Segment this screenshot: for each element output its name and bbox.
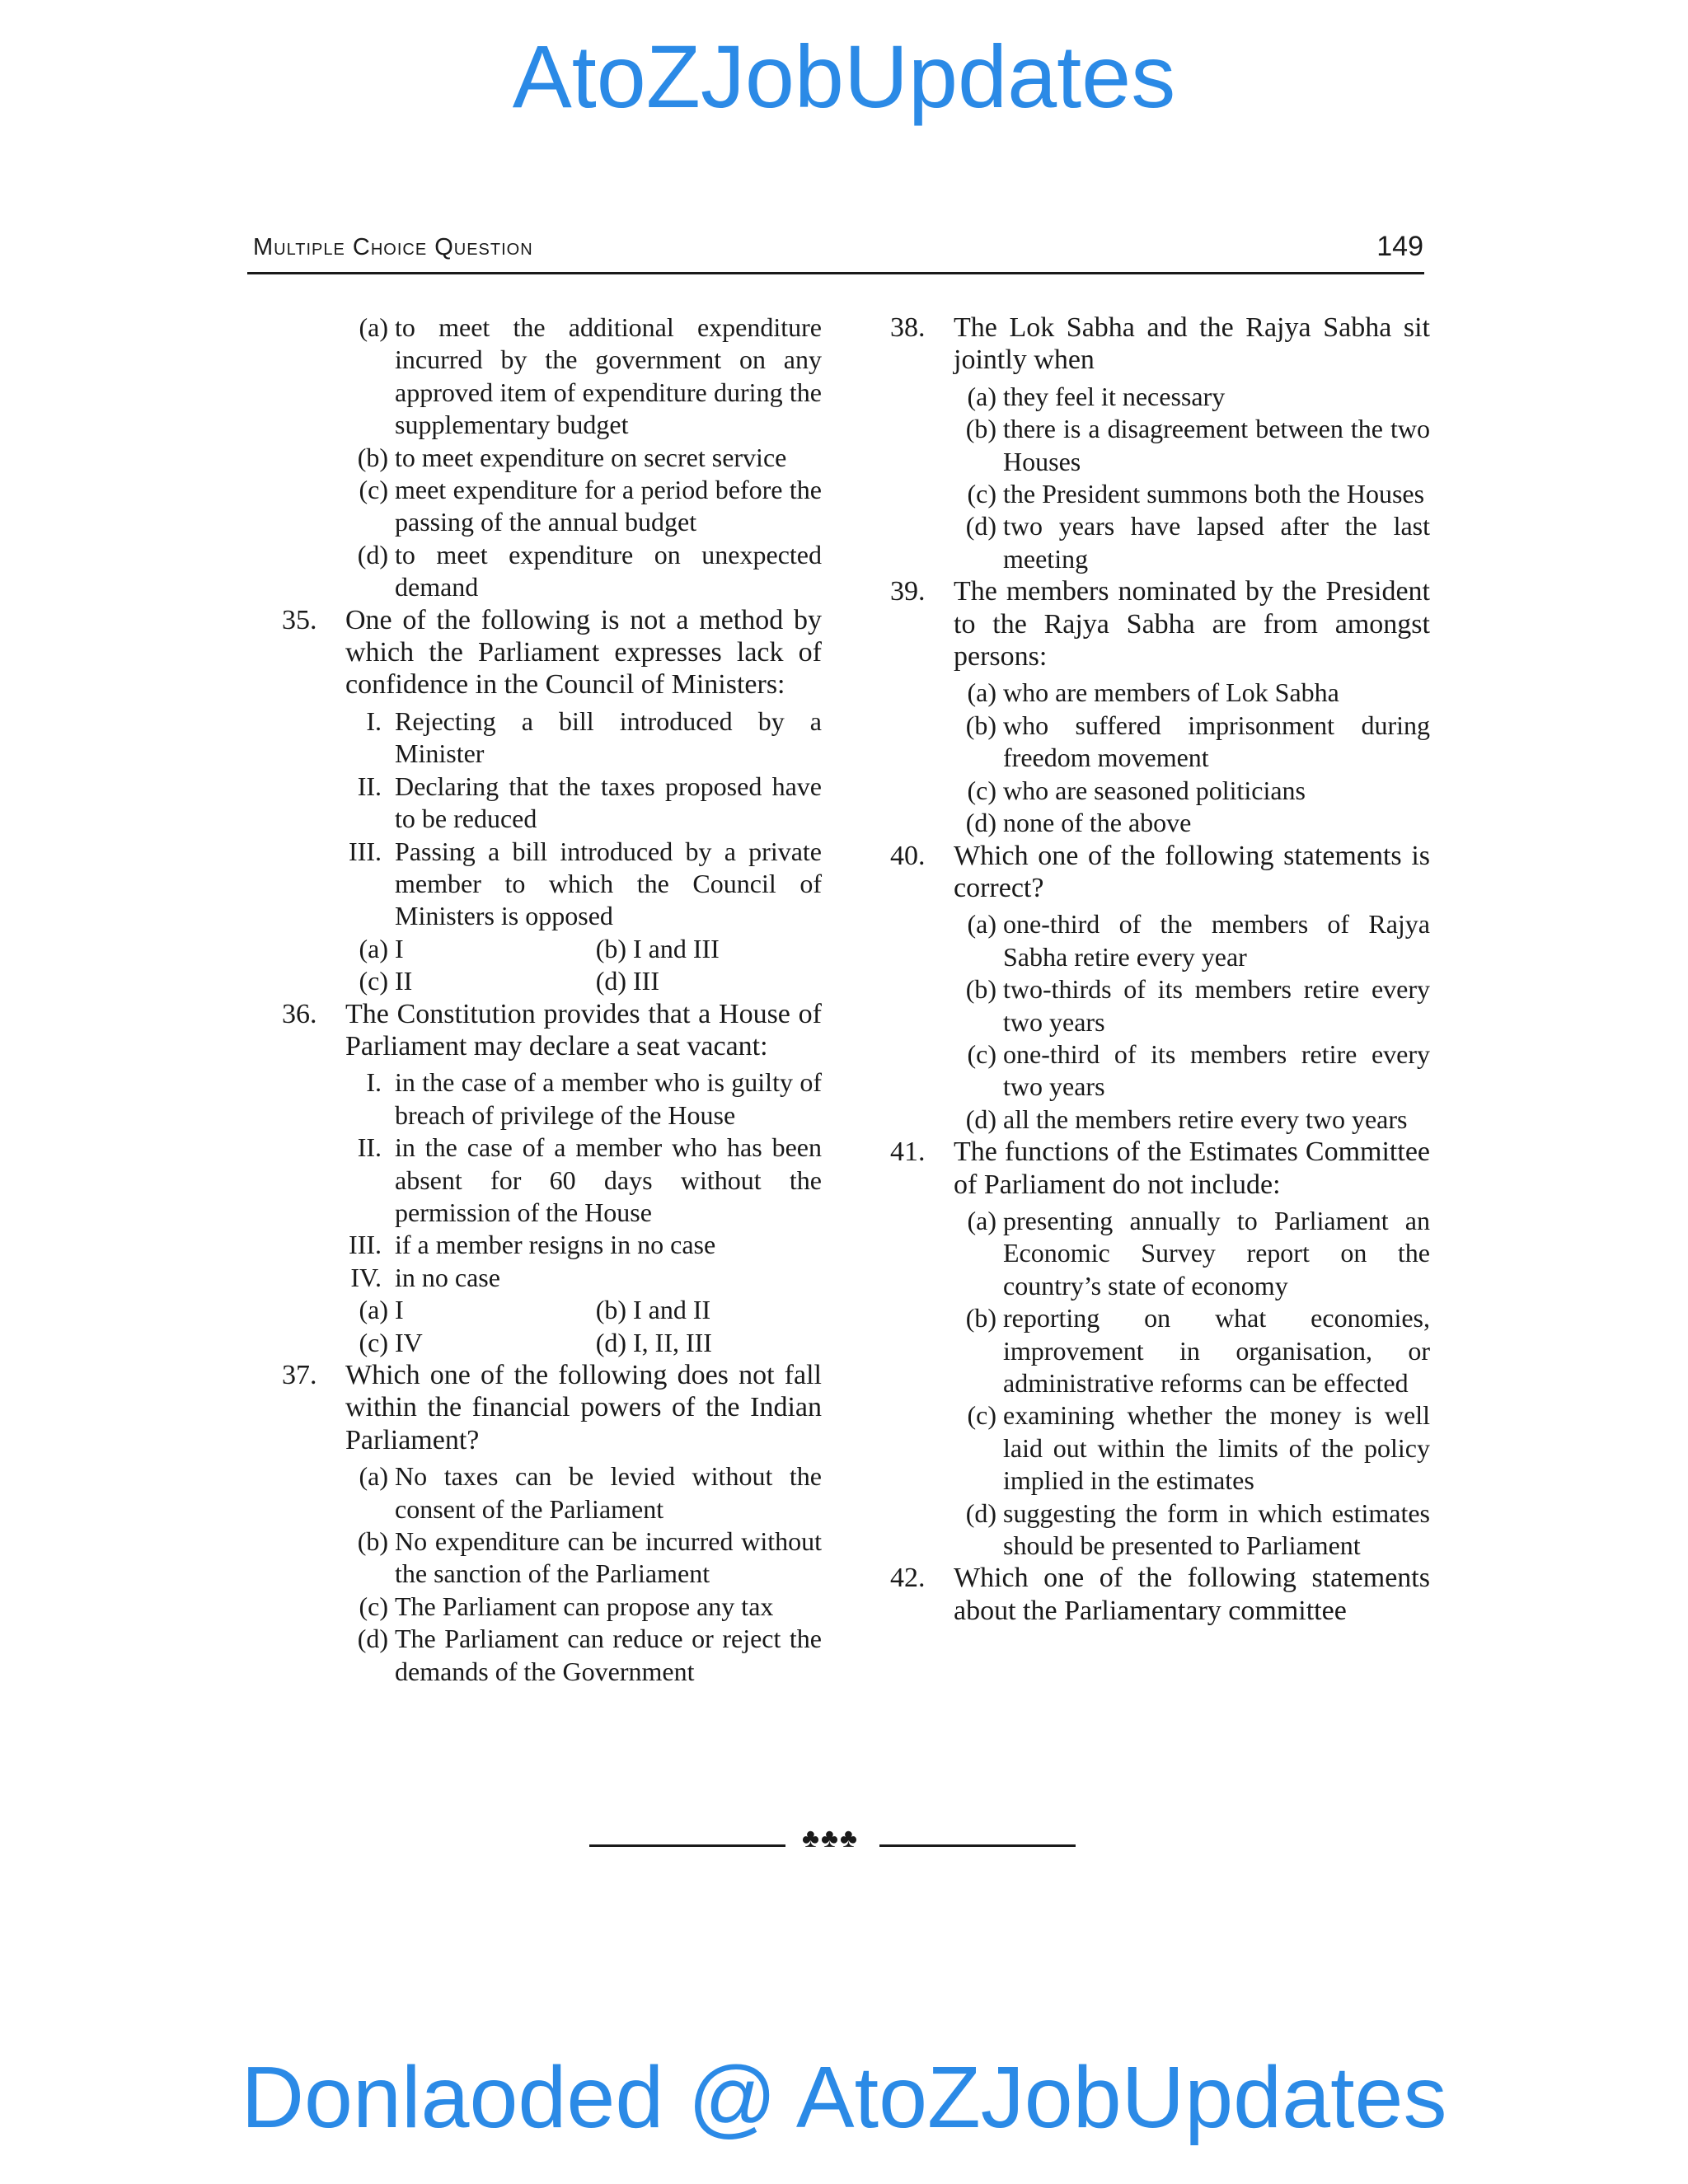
- question-41: [890, 1136, 1430, 1562]
- statement-1: I. Rejecting a bill introduced by a Minister: [366, 705, 822, 769]
- question-38: [890, 312, 1430, 575]
- option-b: (b) who suffered imprisonment during freedom movement: [965, 710, 1430, 773]
- question-number: 35.: [282, 604, 317, 635]
- option-d: (d) suggesting the form in which estimates should be presented to Parliament: [965, 1497, 1430, 1561]
- statement-3: III. if a member resigns in no case: [349, 1230, 716, 1260]
- option-b: (b) No expenditure can be incurred without the sanction of the Parliament: [357, 1526, 822, 1589]
- watermark-top: AtoZJobUpdates: [512, 26, 1176, 126]
- option-b: (b) to meet expenditure on secret service: [357, 442, 787, 472]
- question-number: 42.: [890, 1563, 926, 1594]
- option-d: (d) all the members retire every two years: [965, 1104, 1408, 1134]
- question-text: The functions of the Estimates Committee of Parliament do not include:: [954, 1137, 1430, 1200]
- page-number: 149: [1376, 231, 1423, 262]
- option-c: (c) examining whether the money is well laid out within the limits of the policy implied in the estimates: [967, 1400, 1430, 1496]
- question-text: Which one of the following statements is correct?: [954, 840, 1430, 903]
- right-column: [890, 312, 1430, 1631]
- statement-2: II. Declaring that the taxes proposed have to be reduced: [357, 771, 822, 834]
- option-c: (c) II: [359, 966, 413, 996]
- option-b: (b) I and III: [595, 933, 720, 963]
- club-ornament-icon: ♣♣♣: [802, 1823, 859, 1853]
- question-42: [890, 1562, 1430, 1627]
- running-head-title: Multiple Choice Question: [253, 234, 533, 260]
- option-d: (d) to meet expenditure on unexpected demand: [357, 539, 822, 602]
- option-a: (a) who are members of Lok Sabha: [967, 677, 1339, 708]
- left-column: [282, 312, 822, 1688]
- section-divider: [589, 1823, 1076, 1859]
- option-d: (d) The Parliament can reduce or reject the demands of the Government: [357, 1624, 822, 1686]
- question-number: 38.: [890, 312, 926, 343]
- option-b: (b) there is a disagreement between the two Houses: [965, 414, 1430, 476]
- question-number: 39.: [890, 576, 926, 607]
- question-text: Which one of the following statements about the Parliamentary committee: [954, 1563, 1430, 1626]
- statement-1: I. in the case of a member who is guilty of breach of privilege of the House: [366, 1067, 822, 1130]
- question-number: 41.: [890, 1137, 926, 1168]
- option-a: (a) I: [359, 933, 404, 963]
- statement-4: IV. in no case: [350, 1262, 500, 1292]
- option-a: (a) presenting annually to Parliament an Economic Survey report on the country’s state of economy: [967, 1205, 1430, 1301]
- question-number: 40.: [890, 840, 926, 871]
- options-row-2: [345, 1327, 822, 1359]
- option-c: (c) IV: [359, 1327, 423, 1357]
- option-a: (a) I: [359, 1295, 404, 1325]
- question-39: [890, 575, 1430, 839]
- question-36: [282, 998, 822, 1359]
- divider-line-right: [879, 1844, 1076, 1847]
- options-row-2: [345, 965, 822, 997]
- question-text: The Constitution provides that a House of Parliament may declare a seat vacant:: [345, 998, 822, 1062]
- option-a: (a) to meet the additional expenditure incurred by the government on any approved item of expenditure during the supplementary budget: [359, 312, 822, 440]
- option-b: (b) I and II: [595, 1295, 711, 1325]
- question-number: 37.: [282, 1360, 317, 1390]
- option-d: (d) III: [595, 966, 659, 996]
- option-a: (a) they feel it necessary: [967, 381, 1226, 411]
- running-head: [251, 232, 1423, 274]
- option-c: (c) The Parliament can propose any tax: [359, 1591, 774, 1621]
- option-c: (c) the President summons both the Houses: [967, 479, 1425, 509]
- option-a: (a) one-third of the members of Rajya Sabha retire every year: [967, 909, 1430, 972]
- options-row-1: [345, 933, 822, 965]
- option-d: (d) I, II, III: [595, 1327, 712, 1357]
- option-b: (b) two-thirds of its members retire every two years: [965, 974, 1430, 1037]
- options-row-1: [345, 1294, 822, 1326]
- option-d: (d) none of the above: [965, 808, 1192, 838]
- question-text: One of the following is not a method by which the Parliament expresses lack of confidence in the Council of Ministers:: [345, 604, 822, 701]
- option-c: (c) meet expenditure for a period before the passing of the annual budget: [359, 475, 822, 537]
- question-text: Which one of the following does not fall within the financial powers of the Indian Parliament?: [345, 1360, 822, 1455]
- option-c: (c) who are seasoned politicians: [967, 775, 1306, 805]
- question-text: The Lok Sabha and the Rajya Sabha sit jointly when: [954, 312, 1430, 376]
- question-text: The members nominated by the President to the Rajya Sabha are from amongst persons:: [954, 576, 1430, 673]
- option-c: (c) one-third of its members retire every two years: [967, 1038, 1430, 1102]
- divider-line-left: [589, 1844, 785, 1847]
- question-37: [282, 1359, 822, 1688]
- question-35: [282, 604, 822, 998]
- question-34-continued: [282, 312, 822, 604]
- statement-2: II. in the case of a member who has been absent for 60 days without the permission of the House: [357, 1132, 822, 1227]
- question-40: [890, 840, 1430, 1137]
- option-b: (b) reporting on what economies, improvement in organisation, or administrative reforms can be effected: [965, 1303, 1430, 1398]
- option-a: (a) No taxes can be levied without the consent of the Parliament: [359, 1461, 822, 1524]
- question-number: 36.: [282, 998, 317, 1029]
- option-d: (d) two years have lapsed after the last meeting: [965, 511, 1430, 574]
- watermark-bottom: Donlaoded @ AtoZJobUpdates: [241, 2049, 1447, 2146]
- header-rule: [247, 272, 1424, 274]
- statement-3: III. Passing a bill introduced by a private member to which the Council of Ministers is opposed: [349, 836, 822, 931]
